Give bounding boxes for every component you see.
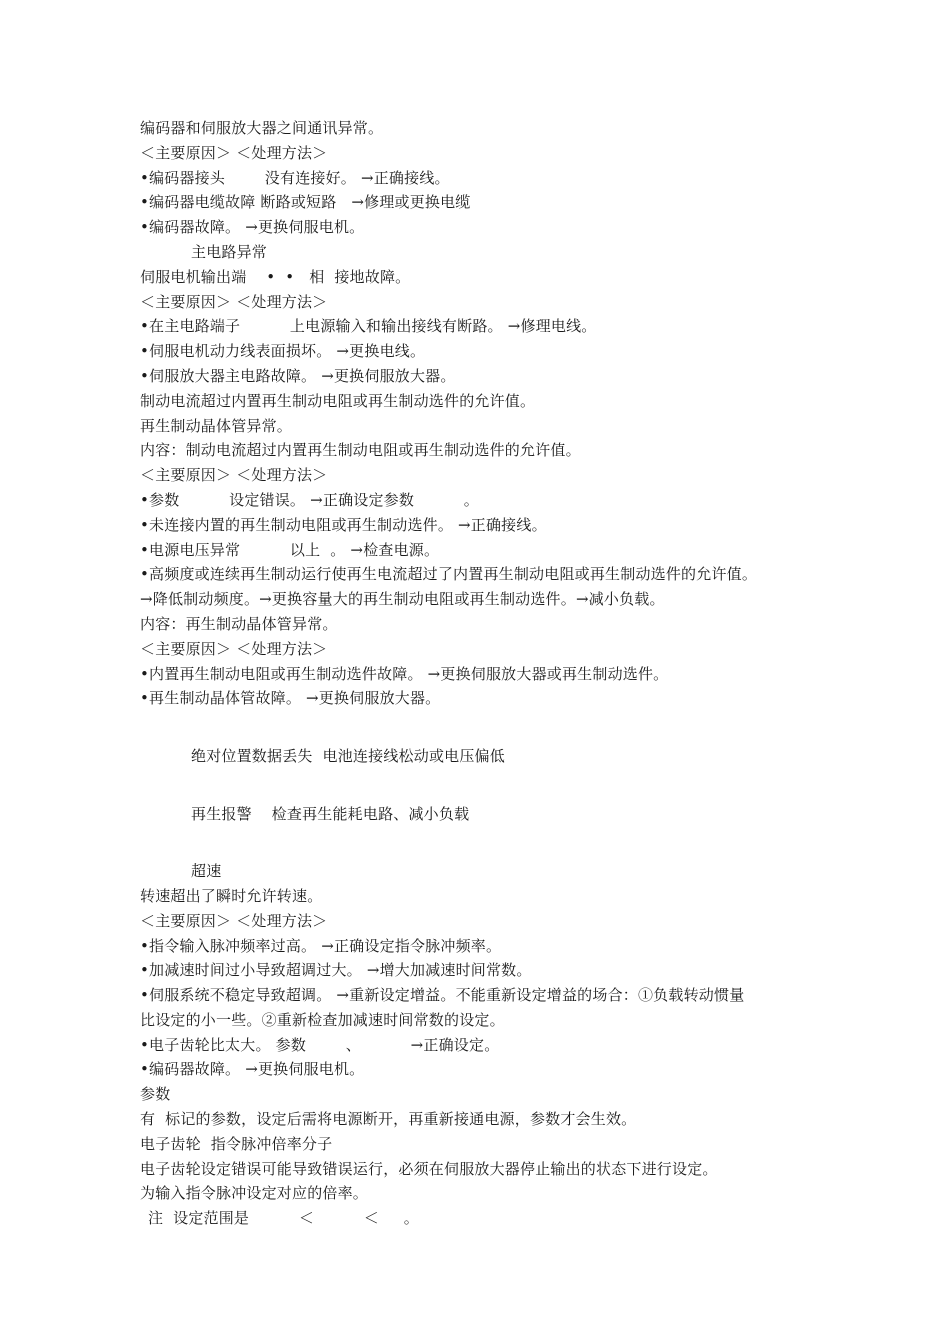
document-body [140,116,840,1231]
text-line: •指令输入脉冲频率过高。 →正确设定指令脉冲频率。 [140,936,502,955]
text-line: •编码器接头 没有连接好。 →正确接线。 [140,168,450,187]
text-line: 转速超出了瞬时允许转速。 [140,886,323,905]
text-line: •内置再生制动电阻或再生制动选件故障。 →更换伺服放大器或再生制动选件。 [140,664,669,683]
text-line: 伺服电机输出端 • • 相 接地故障。 [140,267,411,286]
text-line: ＜主要原因＞ ＜处理方法＞ [140,292,328,311]
text-line: 为输入指令脉冲设定对应的倍率。 [140,1184,369,1203]
section-heading: 再生报警 检查再生能耗电路、减小负载 [191,804,470,823]
text-line: •在主电路端子 上电源输入和输出接线有断路。 →修理电线。 [140,317,597,336]
text-line: 有 标记的参数，设定后需将电源断开，再重新接通电源，参数才会生效。 [140,1110,637,1129]
text-line: 编码器和伺服放大器之间通讯异常。 [140,119,384,137]
text-line: 内容：再生制动晶体管异常。 [140,614,338,633]
section-heading: 参数 [140,1085,171,1104]
text-line: •高频度或连续再生制动运行使再生电流超过了内置再生制动电阻或再生制动选件的允许值。 [140,565,758,584]
text-line: •未连接内置的再生制动电阻或再生制动选件。 →正确接线。 [140,515,547,534]
text-line: •伺服系统不稳定导致超调。 →重新设定增益。不能重新设定增益的场合：①负载转动惯量 [140,986,745,1005]
section-heading: 电子齿轮 指令脉冲倍率分子 [140,1134,333,1153]
text-line: 制动电流超过内置再生制动电阻或再生制动选件的允许值。 [140,391,536,410]
text-line: •电子齿轮比太大。 参数 、 →正确设定。 [140,1035,500,1054]
spacer [140,794,840,802]
spacer [140,711,840,736]
text-line: •电源电压异常 以上 。 →检查电源。 [140,540,440,559]
section-heading: 绝对位置数据丢失 电池连接线松动或电压偏低 [191,746,505,765]
spacer [140,736,840,744]
text-line: ＜主要原因＞ ＜处理方法＞ [140,143,328,162]
text-line: ＜主要原因＞ ＜处理方法＞ [140,466,328,485]
text-line: •加减速时间过小导致超调过大。 →增大加减速时间常数。 [140,961,532,980]
text-line: 内容：制动电流超过内置再生制动电阻或再生制动选件的允许值。 [140,441,581,460]
text-line: •伺服电机动力线表面损坏。 →更换电线。 [140,342,426,361]
text-line: •参数 设定错误。 →正确设定参数 。 [140,490,479,509]
text-line: 再生制动晶体管异常。 [140,416,293,435]
text-line: •编码器故障。 →更换伺服电机。 [140,1060,365,1079]
text-line: •伺服放大器主电路故障。 →更换伺服放大器。 [140,366,456,385]
spacer [140,851,840,859]
text-line: 电子齿轮设定错误可能导致错误运行，必须在伺服放大器停止输出的状态下进行设定。 [140,1159,718,1178]
spacer [140,826,840,851]
text-line: →降低制动频度。→更换容量大的再生制动电阻或再生制动选件。→减小负载。 [140,590,665,609]
text-line: ＜主要原因＞ ＜处理方法＞ [140,639,328,658]
text-line: ＜主要原因＞ ＜处理方法＞ [140,911,328,930]
text-line: •编码器故障。 →更换伺服电机。 [140,218,365,237]
section-heading: 主电路异常 [191,242,268,261]
spacer [140,769,840,794]
text-line: 比设定的小一些。②重新检查加减速时间常数的设定。 [140,1010,505,1029]
note-line: 注 设定范围是 ＜ ＜ 。 [148,1209,419,1228]
text-line: •再生制动晶体管故障。 →更换伺服放大器。 [140,689,441,708]
text-line: •编码器电缆故障 断路或短路 →修理或更换电缆 [140,193,471,212]
section-heading: 超速 [191,862,222,881]
